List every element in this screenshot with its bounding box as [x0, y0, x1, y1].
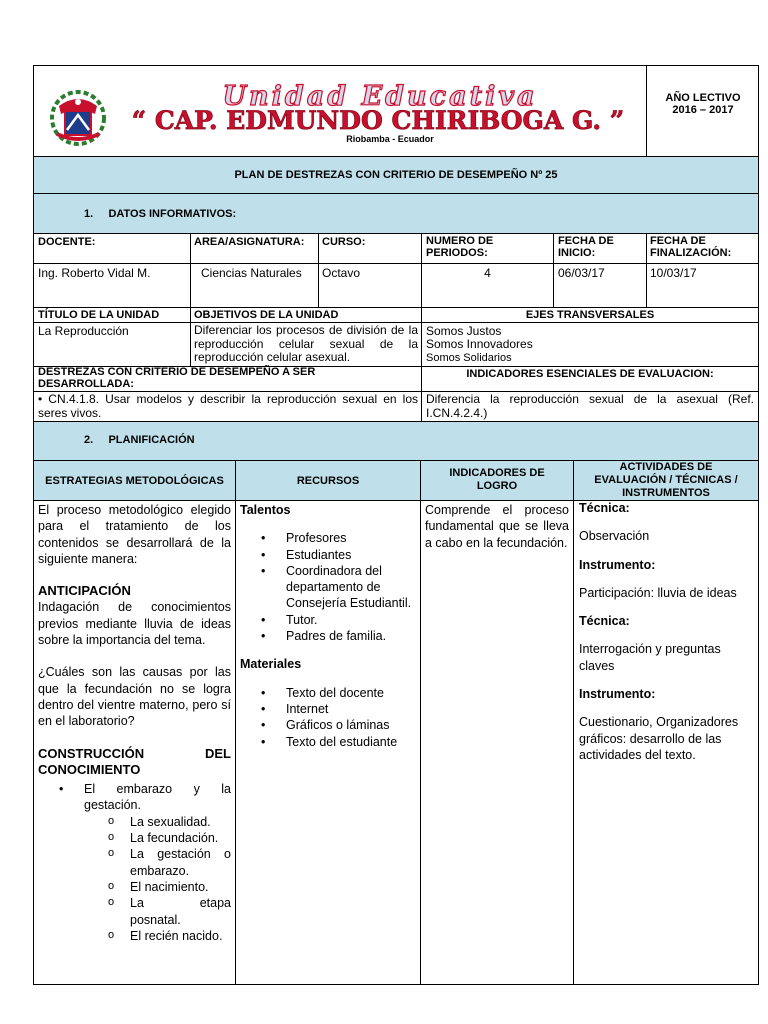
list-item: o La etapa posnatal. — [130, 895, 231, 928]
docente-value: Ing. Roberto Vidal M. — [38, 266, 151, 280]
indicadores-esenciales-label: INDICADORES ESENCIALES DE EVALUACION: — [466, 368, 714, 380]
list-item: • El embarazo y la gestación. — [84, 781, 231, 814]
list-item: o El nacimiento. — [130, 879, 231, 895]
col-indicadores-label: INDICADORES DE LOGRO — [449, 467, 545, 492]
inicio-value: 06/03/17 — [558, 266, 605, 280]
tecnica-value: Interrogación y preguntas claves — [579, 642, 721, 673]
school-name: “ CAP. EDMUNDO CHIRIBOGA G. ” — [131, 106, 625, 135]
plan-body-cell — [420, 500, 574, 985]
curso-value: Octavo — [322, 266, 361, 280]
curso-label: CURSO: — [322, 236, 366, 248]
list-item: o La fecundación. — [130, 830, 231, 846]
indicador-esencial-value: Diferencia la reproducción sexual de la asexual (Ref. I.CN.4.2.4.) — [426, 392, 754, 420]
school-crest-icon — [45, 84, 111, 150]
talentos-list — [240, 530, 418, 644]
list-item: o La sexualidad. — [130, 814, 231, 830]
question-text: ¿Cuáles son las causas por las que la fecundación no se logra dentro del vientre materno, pero sí en el laboratorio? — [38, 665, 231, 729]
talentos-title: Talentos — [240, 503, 291, 517]
area-value: Ciencias Naturales — [201, 266, 302, 280]
list-item: o La gestación o embarazo. — [130, 846, 231, 879]
instrumento-value: Cuestionario, Organizadores gráficos: desarrollo de las actividades del texto. — [579, 715, 739, 762]
periodos-value: 4 — [484, 266, 491, 280]
destrezas-label: DESTREZAS CON CRITERIO DE DESEMPEÑO A SER DESARROLLADA: — [38, 366, 316, 390]
tecnica-label: Técnica: — [579, 501, 630, 515]
titulo-unidad-label: TÍTULO DE LA UNIDAD — [38, 309, 160, 321]
tecnica-value: Observación — [579, 529, 650, 544]
recursos-column — [240, 502, 418, 750]
fin-label: FECHA DE FINALIZACIÓN: — [650, 235, 732, 259]
docente-label: DOCENTE: — [38, 236, 96, 248]
destreza-value: • CN.4.1.8. Usar modelos y describir la reproducción sexual en los seres vivos. — [38, 392, 418, 420]
instrumento-label: Instrumento: — [579, 557, 656, 572]
list-item: o El recién nacido. — [130, 928, 231, 944]
actividades-column — [579, 500, 754, 763]
list-item: • Gráficos o láminas — [286, 717, 418, 733]
list-item: • Tutor. — [286, 612, 418, 628]
instrumento-label: Instrumento: — [579, 687, 656, 702]
tecnica-label: Técnica: — [579, 614, 630, 629]
ejes-label: EJES TRANSVERSALES — [525, 309, 655, 321]
periodos-label: NUMERO DE PERIODOS: — [426, 235, 494, 259]
construccion-list — [38, 781, 231, 814]
list-item: • Coordinadora del departamento de Consejería Estudiantil. — [286, 563, 418, 612]
list-item: • Texto del estudiante — [286, 734, 418, 750]
intro-text: El proceso metodológico elegido para el tratamiento de los contenidos se desarrollará de la siguiente manera: — [38, 503, 231, 566]
anticipacion-title: ANTICIPACIÓN — [38, 583, 131, 599]
titulo-unidad-value: La Reproducción — [38, 324, 129, 338]
eje-item: Somos Justos — [426, 324, 502, 338]
eje-item: Somos Innovadores — [426, 337, 533, 351]
indicador-logro-text: Comprende el proceso fundamental que se lleva a cabo en la fecundación. — [425, 503, 569, 550]
instrumento-value: Participación: lluvia de ideas — [579, 585, 737, 600]
list-item: • Profesores — [286, 530, 418, 546]
section-datos-title: 1. DATOS INFORMATIVOS: — [84, 208, 237, 220]
school-name-script: Unidad Educativa — [222, 81, 538, 112]
anticipacion-text: Indagación de conocimientos previos mediante lluvia de ideas sobre la importancia del tema. — [38, 600, 231, 648]
inicio-label: FECHA DE INICIO: — [558, 235, 614, 259]
objetivos-label: OBJETIVOS DE LA UNIDAD — [194, 309, 339, 321]
col-recursos-label: RECURSOS — [296, 475, 360, 487]
plan-title: PLAN DE DESTREZAS CON CRITERIO DE DESEMPEÑO Nº 25 — [234, 169, 558, 181]
school-year-label: AÑO LECTIVO — [665, 92, 741, 104]
construccion-title: CONSTRUCCIÓN DEL CONOCIMIENTO — [38, 745, 231, 777]
area-label: AREA/ASIGNATURA: — [194, 236, 305, 248]
list-item: • Estudiantes — [286, 547, 418, 563]
materiales-list — [240, 685, 418, 750]
col-estrategias-label: ESTRATEGIAS METODOLÓGICAS — [45, 475, 224, 487]
school-year-value: 2016 – 2017 — [672, 104, 734, 116]
list-item: • Texto del docente — [286, 685, 418, 701]
construccion-sublist — [38, 814, 231, 944]
fin-value: 10/03/17 — [650, 266, 697, 280]
estrategias-column — [38, 502, 231, 944]
list-item: • Padres de familia. — [286, 628, 418, 644]
objetivo-value: Diferenciar los procesos de división de la reproducción celular sexual de la reproducción celular asexual. — [194, 323, 418, 364]
section-planificacion-title: 2. PLANIFICACIÓN — [84, 434, 195, 446]
col-actividades-label: ACTIVIDADES DE EVALUACIÓN / TÉCNICAS / INSTRUMENTOS — [594, 461, 738, 499]
materiales-title: Materiales — [240, 657, 302, 672]
school-city: Riobamba - Ecuador — [346, 134, 434, 144]
list-item: • Internet — [286, 701, 418, 717]
eje-item: Somos Solidarios — [426, 352, 512, 364]
